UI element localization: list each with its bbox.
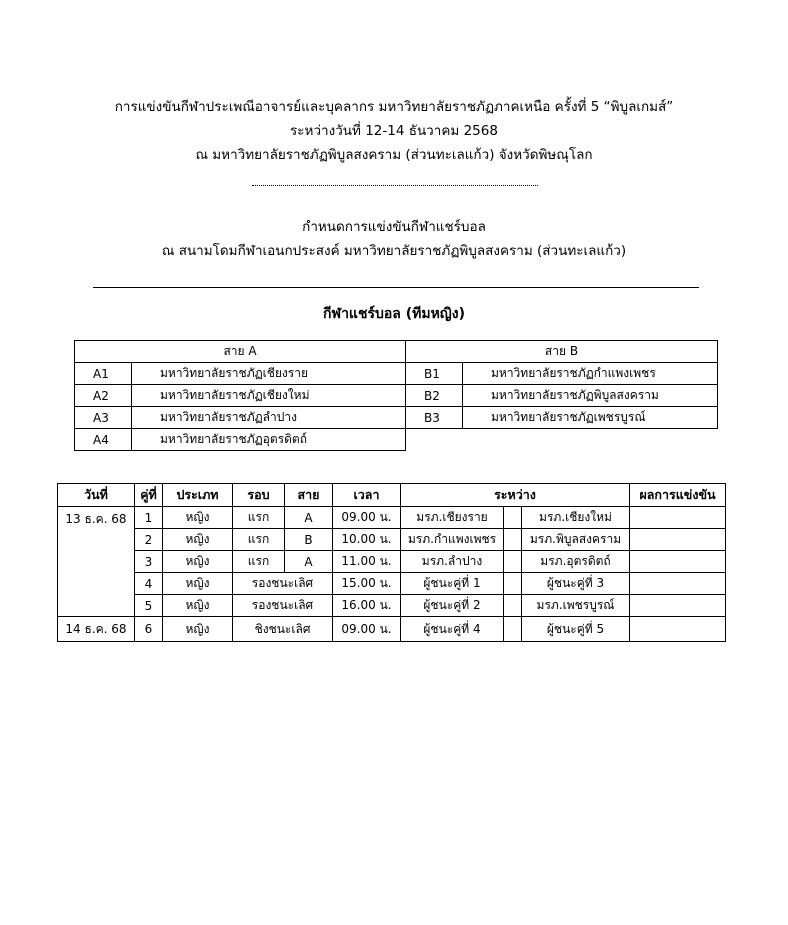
match-round: รองชนะเลิศ	[233, 595, 333, 617]
match-number: 1	[135, 507, 163, 529]
group-b-title: สาย B	[406, 341, 718, 363]
match-date: 13 ธ.ค. 68	[58, 507, 135, 617]
group-code: B1	[406, 363, 463, 385]
match-type: หญิง	[163, 617, 233, 642]
team-one: มรภ.เชียงราย	[401, 507, 504, 529]
schedule-header-row	[58, 484, 726, 507]
column-header: วันที่	[58, 484, 135, 507]
table-row	[58, 617, 726, 642]
match-type: หญิง	[163, 595, 233, 617]
match-number: 6	[135, 617, 163, 642]
team-one: ผู้ชนะคู่ที่ 2	[401, 595, 504, 617]
table-row	[75, 385, 718, 407]
match-time: 15.00 น.	[333, 573, 401, 595]
versus-spacer	[504, 529, 522, 551]
match-type: หญิง	[163, 573, 233, 595]
university-name: มหาวิทยาลัยราชภัฏเชียงราย	[132, 363, 406, 385]
match-group: B	[285, 529, 333, 551]
match-time: 09.00 น.	[333, 507, 401, 529]
match-result	[630, 595, 726, 617]
team-two: มรภ.เชียงใหม่	[522, 507, 630, 529]
group-code: B2	[406, 385, 463, 407]
table-row	[75, 429, 718, 451]
match-round: แรก	[233, 529, 285, 551]
match-result	[630, 529, 726, 551]
match-result	[630, 507, 726, 529]
team-one: ผู้ชนะคู่ที่ 4	[401, 617, 504, 642]
university-name: มหาวิทยาลัยราชภัฏเพชรบูรณ์	[463, 407, 718, 429]
versus-spacer	[504, 595, 522, 617]
group-code: B3	[406, 407, 463, 429]
versus-spacer	[504, 551, 522, 573]
match-time: 16.00 น.	[333, 595, 401, 617]
horizontal-rule	[93, 287, 699, 288]
match-round: แรก	[233, 551, 285, 573]
university-name: มหาวิทยาลัยราชภัฏลำปาง	[132, 407, 406, 429]
university-name: มหาวิทยาลัยราชภัฏพิบูลสงคราม	[463, 385, 718, 407]
column-header: ระหว่าง	[401, 484, 630, 507]
match-number: 5	[135, 595, 163, 617]
match-result	[630, 551, 726, 573]
schedule-table	[57, 483, 726, 642]
match-group: A	[285, 507, 333, 529]
match-time: 10.00 น.	[333, 529, 401, 551]
match-time: 09.00 น.	[333, 617, 401, 642]
versus-spacer	[504, 507, 522, 529]
column-header: เวลา	[333, 484, 401, 507]
team-one: มรภ.ลำปาง	[401, 551, 504, 573]
dotted-divider	[252, 185, 538, 186]
match-date: 14 ธ.ค. 68	[58, 617, 135, 642]
match-type: หญิง	[163, 529, 233, 551]
versus-spacer	[504, 573, 522, 595]
university-name: มหาวิทยาลัยราชภัฏเชียงใหม่	[132, 385, 406, 407]
match-round: รองชนะเลิศ	[233, 573, 333, 595]
team-one: ผู้ชนะคู่ที่ 1	[401, 573, 504, 595]
match-type: หญิง	[163, 507, 233, 529]
section-title: กีฬาแชร์บอล (ทีมหญิง)	[323, 306, 465, 322]
schedule-title: กำหนดการแข่งขันกีฬาแชร์บอล	[302, 219, 486, 235]
match-number: 4	[135, 573, 163, 595]
event-title: การแข่งขันกีฬาประเพณีอาจารย์และบุคลากร มหาวิทยาลัยราชภัฏภาคเหนือ ครั้งที่ 5 “พิบูลเกมส์”	[114, 99, 674, 115]
table-row	[58, 507, 726, 529]
schedule-venue: ณ สนามโดมกีฬาเอนกประสงค์ มหาวิทยาลัยราชภัฏพิบูลสงคราม (ส่วนทะเลแก้ว)	[161, 243, 627, 259]
groups-table	[74, 340, 718, 451]
group-a-title: สาย A	[75, 341, 406, 363]
table-row	[58, 529, 726, 551]
group-code: A4	[75, 429, 132, 451]
team-two: ผู้ชนะคู่ที่ 3	[522, 573, 630, 595]
column-header: สาย	[285, 484, 333, 507]
match-time: 11.00 น.	[333, 551, 401, 573]
team-two: ผู้ชนะคู่ที่ 5	[522, 617, 630, 642]
column-header: รอบ	[233, 484, 285, 507]
match-group: A	[285, 551, 333, 573]
match-result	[630, 573, 726, 595]
team-one: มรภ.กำแพงเพชร	[401, 529, 504, 551]
column-header: ประเภท	[163, 484, 233, 507]
versus-spacer	[504, 617, 522, 642]
table-row	[58, 573, 726, 595]
event-venue: ณ มหาวิทยาลัยราชภัฏพิบูลสงคราม (ส่วนทะเลแก้ว) จังหวัดพิษณุโลก	[195, 147, 593, 163]
match-round: ชิงชนะเลิศ	[233, 617, 333, 642]
team-two: มรภ.อุตรดิตถ์	[522, 551, 630, 573]
team-two: มรภ.พิบูลสงคราม	[522, 529, 630, 551]
group-code: A1	[75, 363, 132, 385]
event-dates: ระหว่างวันที่ 12-14 ธันวาคม 2568	[290, 123, 498, 139]
table-row	[58, 551, 726, 573]
table-row	[58, 595, 726, 617]
match-result	[630, 617, 726, 642]
match-type: หญิง	[163, 551, 233, 573]
table-row	[75, 363, 718, 385]
match-number: 2	[135, 529, 163, 551]
groups-header-row	[75, 341, 718, 363]
team-two: มรภ.เพชรบูรณ์	[522, 595, 630, 617]
column-header: คู่ที่	[135, 484, 163, 507]
column-header: ผลการแข่งขัน	[630, 484, 726, 507]
group-code: A2	[75, 385, 132, 407]
university-name: มหาวิทยาลัยราชภัฏอุตรดิตถ์	[132, 429, 406, 451]
match-round: แรก	[233, 507, 285, 529]
university-name: มหาวิทยาลัยราชภัฏกำแพงเพชร	[463, 363, 718, 385]
match-number: 3	[135, 551, 163, 573]
group-code: A3	[75, 407, 132, 429]
empty-cell	[406, 429, 718, 451]
table-row	[75, 407, 718, 429]
